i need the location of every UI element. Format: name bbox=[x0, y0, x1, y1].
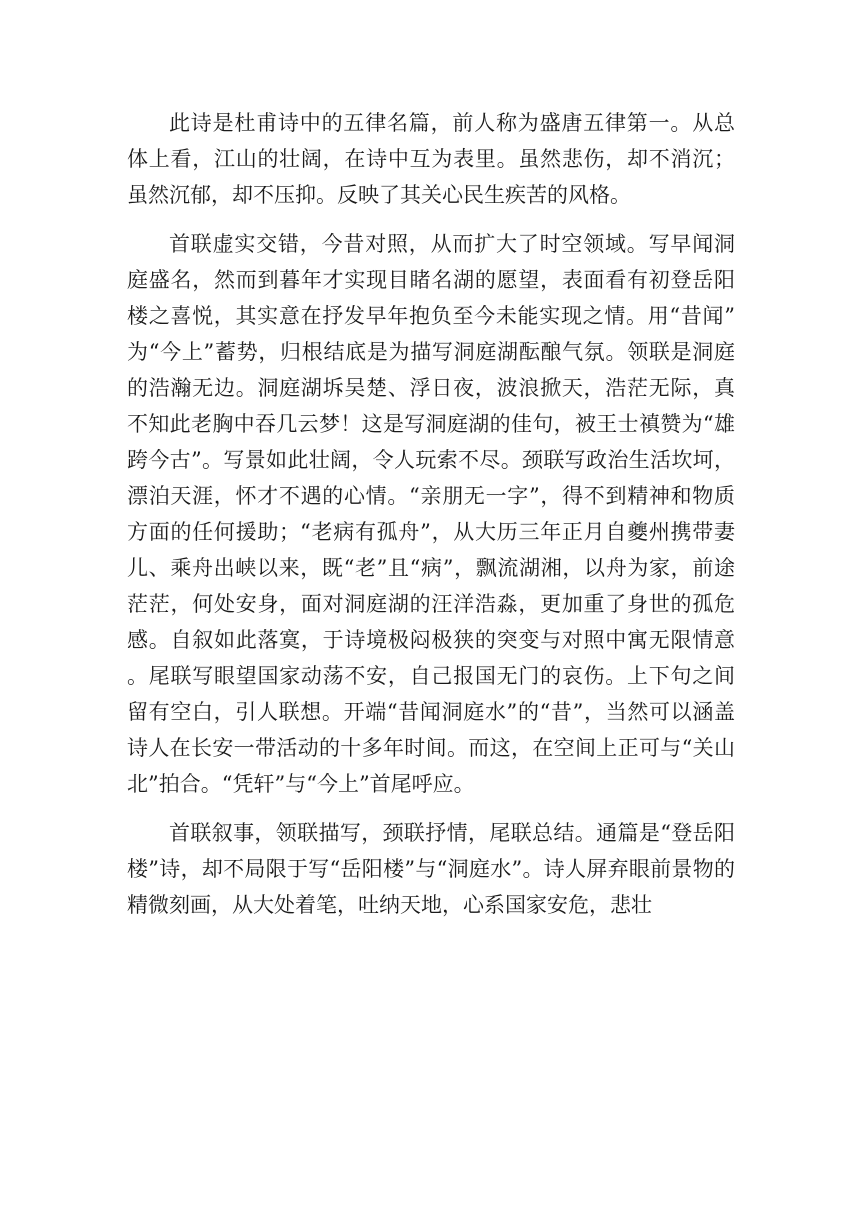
paragraph-3: 首联叙事，领联描写，颈联抒情，尾联总结。通篇是“登岳阳楼”诗，却不局限于写“岳阳楼”与“洞庭水”。诗人屏弃眼前景物的精微刻画，从大处着笔，吐纳天地，心系国家安危，悲壮 bbox=[127, 821, 735, 917]
document-page bbox=[127, 105, 735, 923]
paragraph-1: 此诗是杜甫诗中的五律名篇，前人称为盛唐五律第一。从总体上看，江山的壮阔，在诗中互为表里。虽然悲伤，却不消沉；虽然沉郁，却不压抑。反映了其关心民生疾苦的风格。 bbox=[127, 111, 735, 207]
paragraph-2: 首联虚实交错，今昔对照，从而扩大了时空领域。写早闻洞庭盛名，然而到暮年才实现目睹名湖的愿望，表面看有初登岳阳楼之喜悦，其实意在抒发早年抱负至今未能实现之情。用“昔闻”为“今上”蓄势，归根结底是为描写洞庭湖酝酿气氛。领联是洞庭的浩瀚无边。洞庭湖坼吴楚、浮日夜，波浪掀天，浩茫无际，真不知此老胸中吞几云梦！这是写洞庭湖的佳句，被王士禛赞为“雄跨今古”。写景如此壮阔，令人玩索不尽。颈联写政治生活坎坷，漂泊天涯，怀才不遇的心情。“亲朋无一字”，得不到精神和物质方面的任何援助；“老病有孤舟”，从大历三年正月自夔州携带妻儿、乘舟出峡以来，既“老”且“病”，飘流湖湘，以舟为家，前途茫茫，何处安身，面对洞庭湖的汪洋浩淼，更加重了身世的孤危感。自叙如此落寞，于诗境极闷极狭的突变与对照中寓无限情意。尾联写眼望国家动荡不安，自己报国无门的哀伤。上下句之间留有空白，引人联想。开端“昔闻洞庭水”的“昔”，当然可以涵盖诗人在长安一带活动的十多年时间。而这，在空间上正可与“关山北”拍合。“凭轩”与“今上”首尾呼应。 bbox=[127, 232, 735, 796]
